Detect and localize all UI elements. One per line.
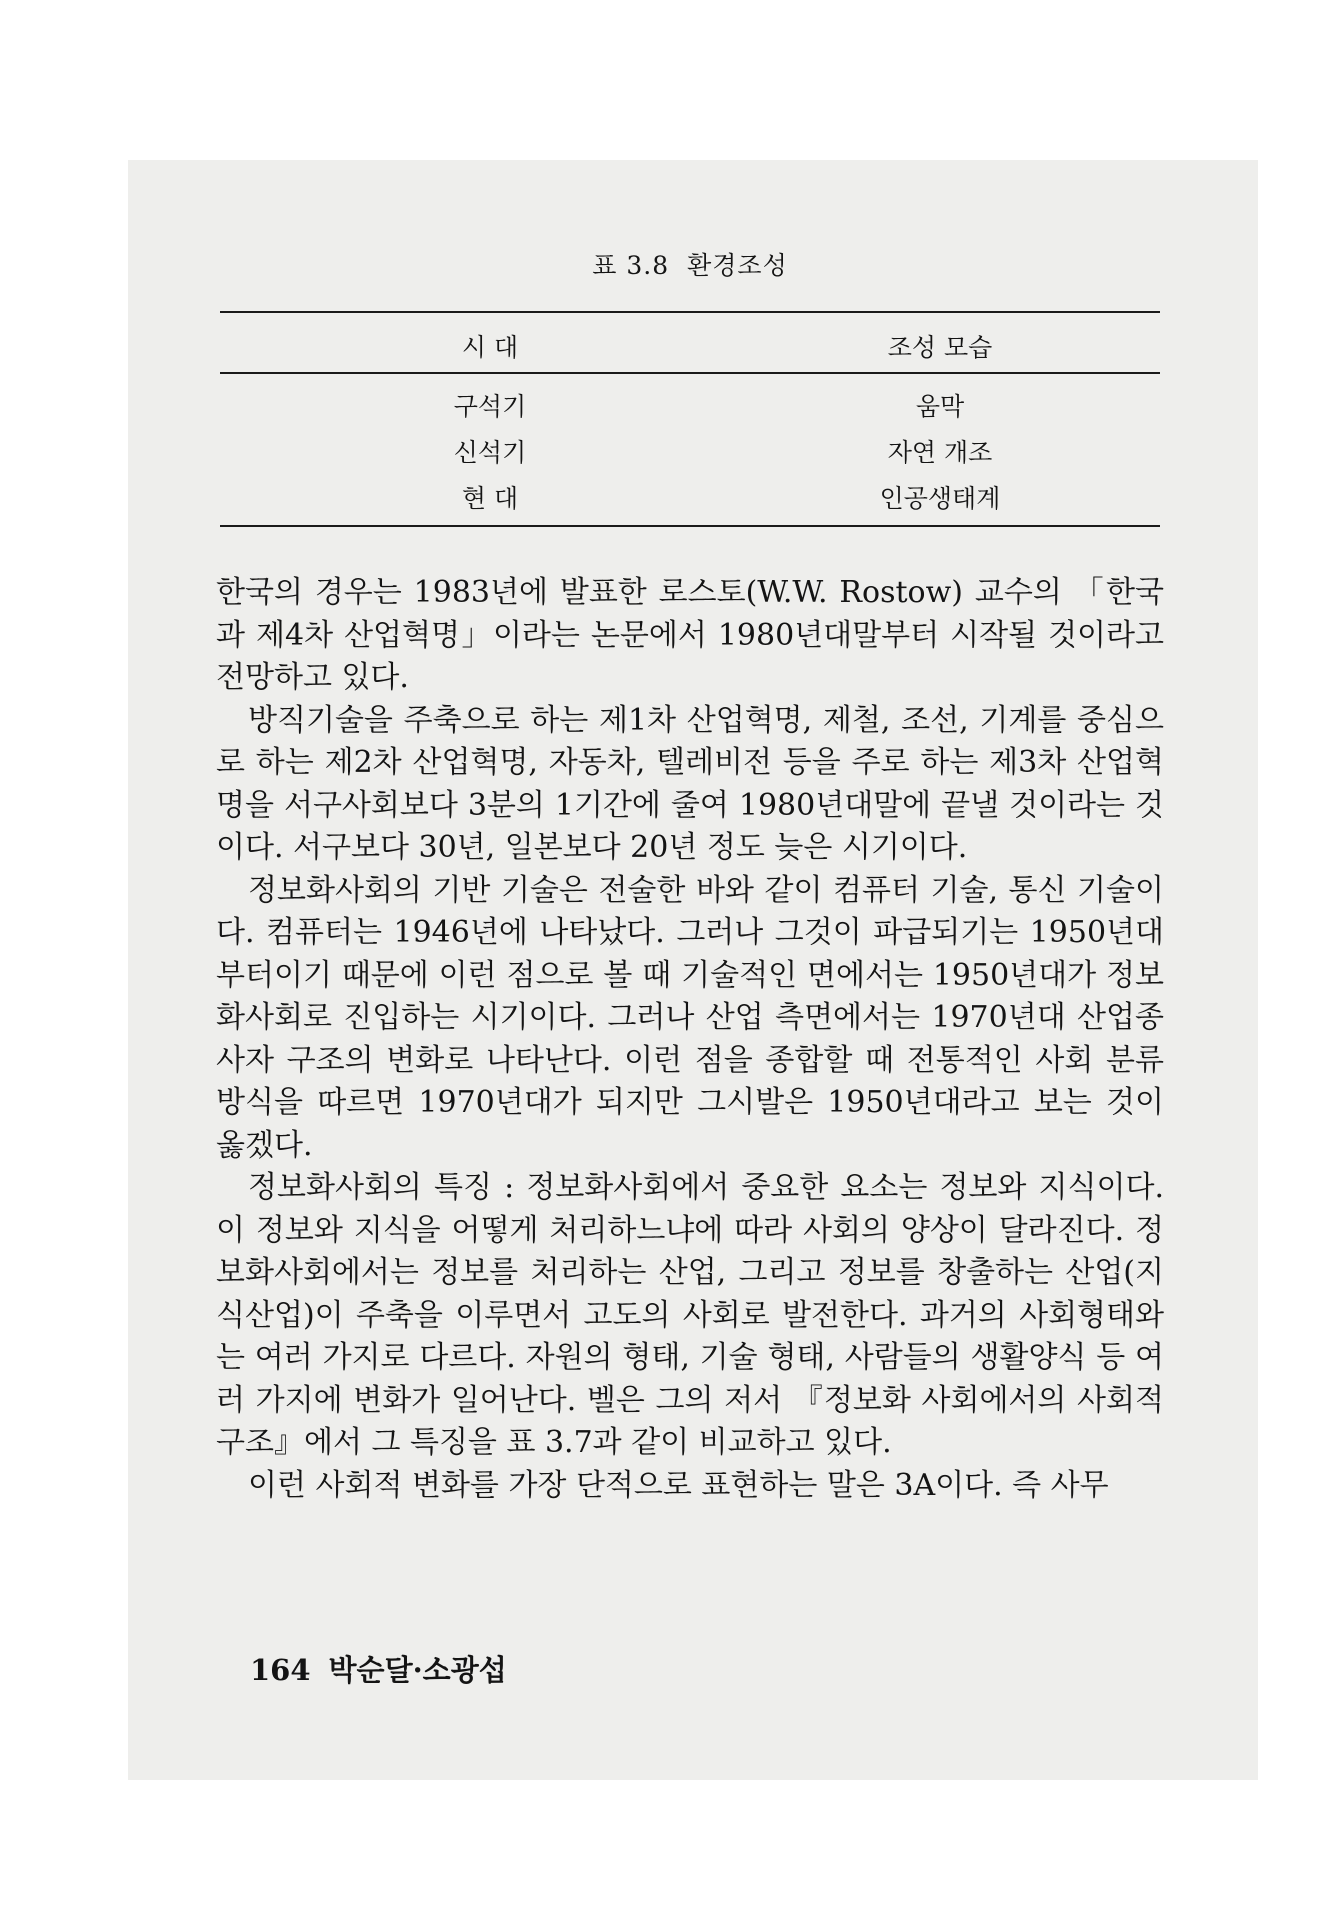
table-cell-period: 현 대 bbox=[461, 484, 519, 513]
paragraph: 한국의 경우는 1983년에 발표한 로스토(W.W. Rostow) 교수의 「한국과 제4차 산업혁명」이라는 논문에서 1980년대말부터 시작될 것이라고 전망하고 있다. bbox=[216, 575, 1164, 695]
footer-authors: 박순달·소광섭 bbox=[328, 1653, 507, 1687]
table-header-rule bbox=[220, 372, 1160, 374]
table-cell-appearance: 자연 개조 bbox=[887, 438, 993, 467]
body-text bbox=[216, 572, 1164, 1507]
table-caption bbox=[220, 246, 1160, 282]
paragraph: 방직기술을 주축으로 하는 제1차 산업혁명, 제철, 조선, 기계를 중심으로 하는 제2차 산업혁명, 자동차, 텔레비전 등을 주로 하는 제3차 산업혁명을 서구사회보다 3분의 1기간에 줄여 1980년대말에 끝낼 것이라는 것이다. 서구보다 30년, 일본보다 20년 정도 늦은 시기이다. bbox=[216, 702, 1164, 865]
table-cell-appearance: 움막 bbox=[915, 392, 965, 421]
table-cell-period: 신석기 bbox=[453, 438, 527, 467]
table-cell-period: 구석기 bbox=[453, 392, 527, 421]
table-bottom-rule bbox=[220, 525, 1160, 527]
table-caption-number: 표 3.8 bbox=[592, 251, 670, 280]
paragraph: 정보화사회의 특징 : 정보화사회에서 중요한 요소는 정보와 지식이다. 이 정보와 지식을 어떻게 처리하느냐에 따라 사회의 양상이 달라진다. 정보화사회에서는 정보를 처리하는 산업, 그리고 정보를 창출하는 산업(지식산업)이 주축을 이루면서 고도의 사회로 발전한다. 과거의 사회형태와는 여러 가지로 다르다. 자원의 형태, 기술 형태, 사람들의 생활양식 등 여러 가지에 변화가 일어난다. 벨은 그의 저서 『정보화 사회에서의 사회적 구조』에서 그 특징을 표 3.7과 같이 비교하고 있다. bbox=[216, 1170, 1164, 1460]
table-header-period: 시 대 bbox=[461, 333, 519, 362]
table-cell-appearance: 인공생태계 bbox=[879, 484, 1001, 513]
table-top-rule bbox=[220, 311, 1160, 313]
paragraph: 이런 사회적 변화를 가장 단적으로 표현하는 말은 3A이다. 즉 사무 bbox=[248, 1467, 1109, 1503]
page-footer bbox=[250, 1648, 507, 1689]
page-number: 164 bbox=[250, 1653, 311, 1687]
table-caption-title: 환경조성 bbox=[687, 251, 788, 280]
table-header-appearance: 조성 모습 bbox=[887, 333, 993, 362]
paragraph: 정보화사회의 기반 기술은 전술한 바와 같이 컴퓨터 기술, 통신 기술이다. 컴퓨터는 1946년에 나타났다. 그러나 그것이 파급되기는 1950년대부터이기 때문에 이런 점으로 볼 때 기술적인 면에서는 1950년대가 정보화사회로 진입하는 시기이다. 그러나 산업 측면에서는 1970년대 산업종사자 구조의 변화로 나타난다. 이런 점을 종합할 때 전통적인 사회 분류 방식을 따르면 1970년대가 되지만 그시발은 1950년대라고 보는 것이 옳겠다. bbox=[216, 872, 1164, 1163]
